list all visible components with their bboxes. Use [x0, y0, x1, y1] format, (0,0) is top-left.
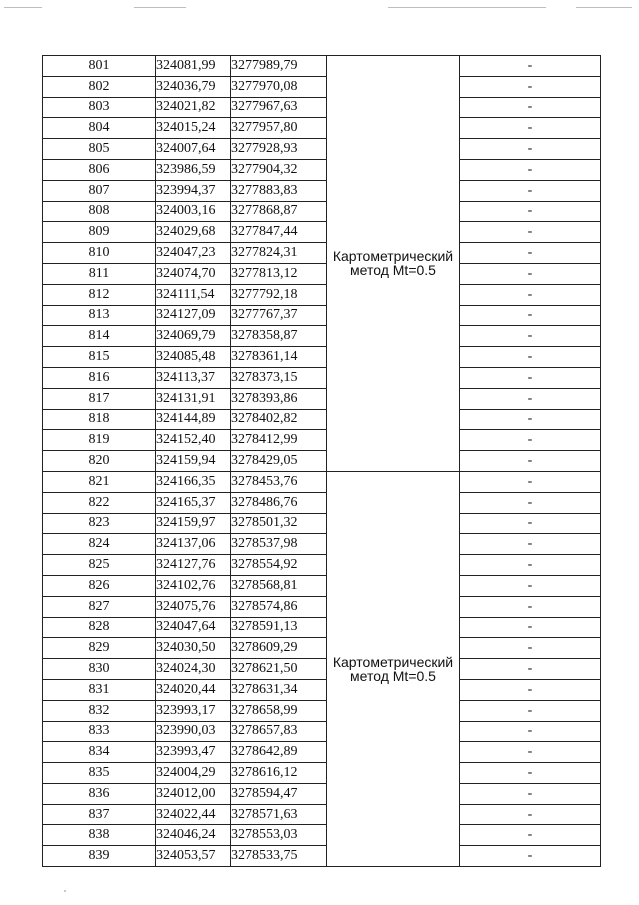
point-number-cell: 808	[43, 201, 156, 222]
value-dash-cell: -	[460, 201, 601, 222]
point-number-cell: 819	[43, 430, 156, 451]
x-coordinate-cell: 324047,64	[156, 617, 231, 638]
value-dash-cell: -	[460, 617, 601, 638]
table-row	[43, 471, 601, 492]
x-coordinate-cell: 324053,57	[156, 846, 231, 867]
x-coordinate-cell: 324047,23	[156, 243, 231, 264]
table-row	[43, 596, 601, 617]
point-number-cell: 815	[43, 347, 156, 368]
table-row	[43, 700, 601, 721]
point-number-cell: 829	[43, 638, 156, 659]
table-row	[43, 451, 601, 472]
value-dash-cell: -	[460, 243, 601, 264]
table-row	[43, 617, 601, 638]
y-coordinate-cell: 3278358,87	[231, 326, 327, 347]
value-dash-cell: -	[460, 367, 601, 388]
table-row	[43, 305, 601, 326]
table-row	[43, 659, 601, 680]
point-number-cell: 802	[43, 76, 156, 97]
x-coordinate-cell: 324007,64	[156, 139, 231, 160]
y-coordinate-cell: 3278393,86	[231, 388, 327, 409]
table-row	[43, 159, 601, 180]
y-coordinate-cell: 3278621,50	[231, 659, 327, 680]
point-number-cell: 806	[43, 159, 156, 180]
scan-artifact-line	[388, 7, 546, 8]
point-number-cell: 834	[43, 742, 156, 763]
table-row	[43, 555, 601, 576]
x-coordinate-cell: 324029,68	[156, 222, 231, 243]
x-coordinate-cell: 324021,82	[156, 97, 231, 118]
table-row	[43, 139, 601, 160]
x-coordinate-cell: 324030,50	[156, 638, 231, 659]
value-dash-cell: -	[460, 430, 601, 451]
y-coordinate-cell: 3277847,44	[231, 222, 327, 243]
value-dash-cell: -	[460, 388, 601, 409]
x-coordinate-cell: 324069,79	[156, 326, 231, 347]
value-dash-cell: -	[460, 118, 601, 139]
table-row	[43, 97, 601, 118]
table-row	[43, 783, 601, 804]
value-dash-cell: -	[460, 804, 601, 825]
x-coordinate-cell: 324012,00	[156, 783, 231, 804]
x-coordinate-cell: 324024,30	[156, 659, 231, 680]
table-row	[43, 430, 601, 451]
table-row	[43, 56, 601, 77]
table-row	[43, 513, 601, 534]
value-dash-cell: -	[460, 513, 601, 534]
point-number-cell: 805	[43, 139, 156, 160]
x-coordinate-cell: 324165,37	[156, 492, 231, 513]
point-number-cell: 814	[43, 326, 156, 347]
value-dash-cell: -	[460, 846, 601, 867]
table-row	[43, 180, 601, 201]
table-row	[43, 742, 601, 763]
y-coordinate-cell: 3278533,75	[231, 846, 327, 867]
y-coordinate-cell: 3278402,82	[231, 409, 327, 430]
table-row	[43, 367, 601, 388]
table-row	[43, 804, 601, 825]
point-number-cell: 818	[43, 409, 156, 430]
x-coordinate-cell: 324015,24	[156, 118, 231, 139]
coordinates-table	[42, 55, 601, 867]
value-dash-cell: -	[460, 679, 601, 700]
y-coordinate-cell: 3278568,81	[231, 575, 327, 596]
method-accuracy: метод Mt=0.5	[350, 668, 436, 684]
value-dash-cell: -	[460, 76, 601, 97]
method-cell	[327, 56, 460, 472]
point-number-cell: 836	[43, 783, 156, 804]
point-number-cell: 835	[43, 763, 156, 784]
y-coordinate-cell: 3278553,03	[231, 825, 327, 846]
y-coordinate-cell: 3277989,79	[231, 56, 327, 77]
x-coordinate-cell: 324144,89	[156, 409, 231, 430]
y-coordinate-cell: 3278571,63	[231, 804, 327, 825]
point-number-cell: 826	[43, 575, 156, 596]
point-number-cell: 822	[43, 492, 156, 513]
y-coordinate-cell: 3278361,14	[231, 347, 327, 368]
value-dash-cell: -	[460, 700, 601, 721]
coordinates-table-body	[43, 56, 601, 867]
y-coordinate-cell: 3278554,92	[231, 555, 327, 576]
y-coordinate-cell: 3277904,32	[231, 159, 327, 180]
y-coordinate-cell: 3278412,99	[231, 430, 327, 451]
value-dash-cell: -	[460, 284, 601, 305]
point-number-cell: 825	[43, 555, 156, 576]
point-number-cell: 831	[43, 679, 156, 700]
y-coordinate-cell: 3278609,29	[231, 638, 327, 659]
x-coordinate-cell: 323993,47	[156, 742, 231, 763]
point-number-cell: 838	[43, 825, 156, 846]
point-number-cell: 837	[43, 804, 156, 825]
method-cell	[327, 471, 460, 866]
x-coordinate-cell: 324081,99	[156, 56, 231, 77]
table-row	[43, 326, 601, 347]
point-number-cell: 828	[43, 617, 156, 638]
y-coordinate-cell: 3277767,37	[231, 305, 327, 326]
point-number-cell: 807	[43, 180, 156, 201]
value-dash-cell: -	[460, 721, 601, 742]
value-dash-cell: -	[460, 326, 601, 347]
x-coordinate-cell: 323993,17	[156, 700, 231, 721]
point-number-cell: 833	[43, 721, 156, 742]
value-dash-cell: -	[460, 222, 601, 243]
value-dash-cell: -	[460, 555, 601, 576]
x-coordinate-cell: 324166,35	[156, 471, 231, 492]
point-number-cell: 830	[43, 659, 156, 680]
y-coordinate-cell: 3278631,34	[231, 679, 327, 700]
table-row	[43, 763, 601, 784]
x-coordinate-cell: 324004,29	[156, 763, 231, 784]
y-coordinate-cell: 3278574,86	[231, 596, 327, 617]
y-coordinate-cell: 3277813,12	[231, 263, 327, 284]
y-coordinate-cell: 3277883,83	[231, 180, 327, 201]
value-dash-cell: -	[460, 139, 601, 160]
table-row	[43, 534, 601, 555]
x-coordinate-cell: 324127,09	[156, 305, 231, 326]
y-coordinate-cell: 3278642,89	[231, 742, 327, 763]
point-number-cell: 820	[43, 451, 156, 472]
value-dash-cell: -	[460, 659, 601, 680]
value-dash-cell: -	[460, 305, 601, 326]
value-dash-cell: -	[460, 409, 601, 430]
x-coordinate-cell: 324046,24	[156, 825, 231, 846]
scan-artifact-line	[134, 7, 186, 8]
table-row	[43, 201, 601, 222]
point-number-cell: 832	[43, 700, 156, 721]
scan-artifact-line	[4, 7, 42, 8]
y-coordinate-cell: 3278453,76	[231, 471, 327, 492]
table-row	[43, 492, 601, 513]
x-coordinate-cell: 324036,79	[156, 76, 231, 97]
value-dash-cell: -	[460, 575, 601, 596]
table-row	[43, 638, 601, 659]
x-coordinate-cell: 324137,06	[156, 534, 231, 555]
value-dash-cell: -	[460, 534, 601, 555]
y-coordinate-cell: 3277967,63	[231, 97, 327, 118]
value-dash-cell: -	[460, 180, 601, 201]
scan-speck	[64, 890, 66, 892]
method-accuracy: метод Mt=0.5	[350, 262, 436, 279]
value-dash-cell: -	[460, 783, 601, 804]
x-coordinate-cell: 323994,37	[156, 180, 231, 201]
point-number-cell: 821	[43, 471, 156, 492]
value-dash-cell: -	[460, 742, 601, 763]
point-number-cell: 811	[43, 263, 156, 284]
value-dash-cell: -	[460, 56, 601, 77]
x-coordinate-cell: 324111,54	[156, 284, 231, 305]
y-coordinate-cell: 3278657,83	[231, 721, 327, 742]
y-coordinate-cell: 3277970,08	[231, 76, 327, 97]
y-coordinate-cell: 3278616,12	[231, 763, 327, 784]
table-row	[43, 263, 601, 284]
table-row	[43, 347, 601, 368]
point-number-cell: 810	[43, 243, 156, 264]
value-dash-cell: -	[460, 263, 601, 284]
value-dash-cell: -	[460, 347, 601, 368]
x-coordinate-cell: 323990,03	[156, 721, 231, 742]
table-row	[43, 118, 601, 139]
table-row	[43, 388, 601, 409]
point-number-cell: 827	[43, 596, 156, 617]
value-dash-cell: -	[460, 471, 601, 492]
table-row	[43, 284, 601, 305]
y-coordinate-cell: 3277928,93	[231, 139, 327, 160]
value-dash-cell: -	[460, 596, 601, 617]
table-row	[43, 846, 601, 867]
table-row	[43, 76, 601, 97]
y-coordinate-cell: 3277957,80	[231, 118, 327, 139]
value-dash-cell: -	[460, 97, 601, 118]
table-row	[43, 825, 601, 846]
table-row	[43, 679, 601, 700]
value-dash-cell: -	[460, 159, 601, 180]
x-coordinate-cell: 323986,59	[156, 159, 231, 180]
x-coordinate-cell: 324022,44	[156, 804, 231, 825]
table-row	[43, 575, 601, 596]
x-coordinate-cell: 324113,37	[156, 367, 231, 388]
point-number-cell: 816	[43, 367, 156, 388]
point-number-cell: 809	[43, 222, 156, 243]
y-coordinate-cell: 3278594,47	[231, 783, 327, 804]
value-dash-cell: -	[460, 451, 601, 472]
y-coordinate-cell: 3277792,18	[231, 284, 327, 305]
table-row	[43, 721, 601, 742]
table-row	[43, 243, 601, 264]
y-coordinate-cell: 3278537,98	[231, 534, 327, 555]
y-coordinate-cell: 3278373,15	[231, 367, 327, 388]
y-coordinate-cell: 3278501,32	[231, 513, 327, 534]
x-coordinate-cell: 324127,76	[156, 555, 231, 576]
method-name: Картометрический	[332, 654, 454, 670]
x-coordinate-cell: 324102,76	[156, 575, 231, 596]
point-number-cell: 823	[43, 513, 156, 534]
y-coordinate-cell: 3278658,99	[231, 700, 327, 721]
table-row	[43, 409, 601, 430]
x-coordinate-cell: 324020,44	[156, 679, 231, 700]
value-dash-cell: -	[460, 763, 601, 784]
point-number-cell: 817	[43, 388, 156, 409]
x-coordinate-cell: 324075,76	[156, 596, 231, 617]
value-dash-cell: -	[460, 492, 601, 513]
x-coordinate-cell: 324131,91	[156, 388, 231, 409]
y-coordinate-cell: 3278486,76	[231, 492, 327, 513]
point-number-cell: 824	[43, 534, 156, 555]
point-number-cell: 804	[43, 118, 156, 139]
y-coordinate-cell: 3277868,87	[231, 201, 327, 222]
point-number-cell: 812	[43, 284, 156, 305]
value-dash-cell: -	[460, 825, 601, 846]
point-number-cell: 803	[43, 97, 156, 118]
point-number-cell: 813	[43, 305, 156, 326]
point-number-cell: 801	[43, 56, 156, 77]
x-coordinate-cell: 324159,97	[156, 513, 231, 534]
method-name: Картометрический	[332, 248, 454, 265]
y-coordinate-cell: 3277824,31	[231, 243, 327, 264]
scan-artifact-line	[576, 7, 632, 8]
x-coordinate-cell: 324085,48	[156, 347, 231, 368]
y-coordinate-cell: 3278429,05	[231, 451, 327, 472]
x-coordinate-cell: 324152,40	[156, 430, 231, 451]
x-coordinate-cell: 324003,16	[156, 201, 231, 222]
x-coordinate-cell: 324074,70	[156, 263, 231, 284]
y-coordinate-cell: 3278591,13	[231, 617, 327, 638]
x-coordinate-cell: 324159,94	[156, 451, 231, 472]
table-row	[43, 222, 601, 243]
value-dash-cell: -	[460, 638, 601, 659]
point-number-cell: 839	[43, 846, 156, 867]
